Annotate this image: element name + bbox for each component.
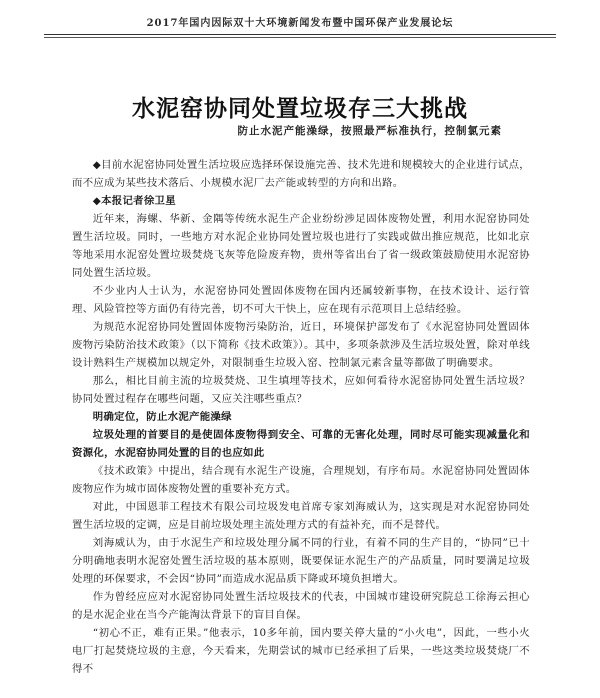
byline: ◆本报记者徐卫星: [92, 195, 176, 207]
body-paragraph: 作为曾经应应对水泥窑协同处置生活垃圾技术的代表，中国城市建设研究院总工徐海云担心的是水泥企业在当今产能淘汰背景下的盲目自保。: [72, 591, 530, 621]
body-paragraph: 为规范水泥窑协同处置固体废物污染防治，近日，环境保护部发布了《水泥窑协同处置固体废物污染防治技术政策》（以下简称《技术政策》）。其中，多项条款涉及生活垃圾处置，除对单线设计熟料生产规模加以规定外，对限制垂生垃圾入窑、控制氯元素含量等都做了明确要求。: [72, 321, 530, 369]
article-title: 水泥窑协同处置垃圾存三大挑战: [132, 95, 468, 122]
lead-paragraph: ◆目前水泥窑协同处置生活垃圾应选择环保设施完善、技术先进和规模较大的企业进行试点，而不应成为某些技术落后、小规模水泥厂去产能或转型的方向和出路。: [72, 159, 530, 189]
body-paragraph: 《技术政策》中提出，结合现有水泥生产设施，合理规划，有序布局。水泥窑协同处置固体废物应作为城市固体废物处置的重要补充方式。: [72, 465, 530, 495]
article-subtitle: 防止水泥产能澡绿，按照最严标准执行，控制氯元素: [237, 125, 502, 137]
body-paragraph: 那么，相比目前主流的垃圾焚烧、卫生填埋等技术，应如何看待水泥窑协同处置生活垃圾？协同处置过程存在哪些问题，又应关注哪些重点？: [72, 375, 530, 405]
header-rule: [44, 34, 556, 35]
running-header: 2017年国内因际双十大环境新闻发布暨中国环保产业发展论坛: [146, 18, 454, 29]
section-intro: 垃圾处理的首要目的是使固体废物得到安全、可靠的无害化处理，同时尽可能实现减量化和资源化，水泥窑协同处置的目的也应如此: [72, 429, 530, 459]
body-paragraph: 近年来，海螺、华新、金隅等传统水泥生产企业纷纷涉足固体废物处置，利用水泥窑协同处置生活垃圾。同时，一些地方对水泥企业协同处置垃圾也进行了实践或做出推应规范，比如北京等地采用水泥窑处置垃圾焚烧飞灰等危险废弃物，贵州等省出台了省一级政策鼓励使用水泥窑协同处置生活垃圾。: [72, 213, 530, 279]
body-paragraph: “初心不正，难有正果。”他表示，10多年前，国内要关停大量的“小火电”，因此，一些小火电厂打起焚烧垃圾的主意，今天看来，先期尝试的城市已经承担了后果，一些这类垃圾焚烧厂不得不: [72, 627, 530, 675]
header-rule-thin: [44, 37, 556, 38]
article-body: [72, 156, 530, 678]
body-paragraph: 不少业内人士认为，水泥窑协同处置固体废物在国内还属较新事物，在技术设计、运行管理、风险管控等方面仍有待完善，切不可大干快上，应在现有示范项目上总结经验。: [72, 285, 530, 315]
body-paragraph: 刘海威认为，由于水泥生产和垃圾处理分属不同的行业，有着不同的生产目的，“协同”已十分明确地表明水泥窑处置生活垃圾的基本原则，既要保证水泥生产的产品质量，同时要满足垃圾处理的环保要求，不会因“协同”而造成水泥品质下降或环境负担增大。: [72, 537, 530, 585]
body-paragraph: 对此，中国恩菲工程技术有限公司垃圾发电首席专家刘海威认为，这实现是对水泥窑协同处置生活垃圾的定调，应是目前垃圾处理主流处理方式的有益补充，而不是替代。: [72, 501, 530, 531]
section-heading: 明确定位，防止水泥产能澡绿: [92, 411, 232, 423]
